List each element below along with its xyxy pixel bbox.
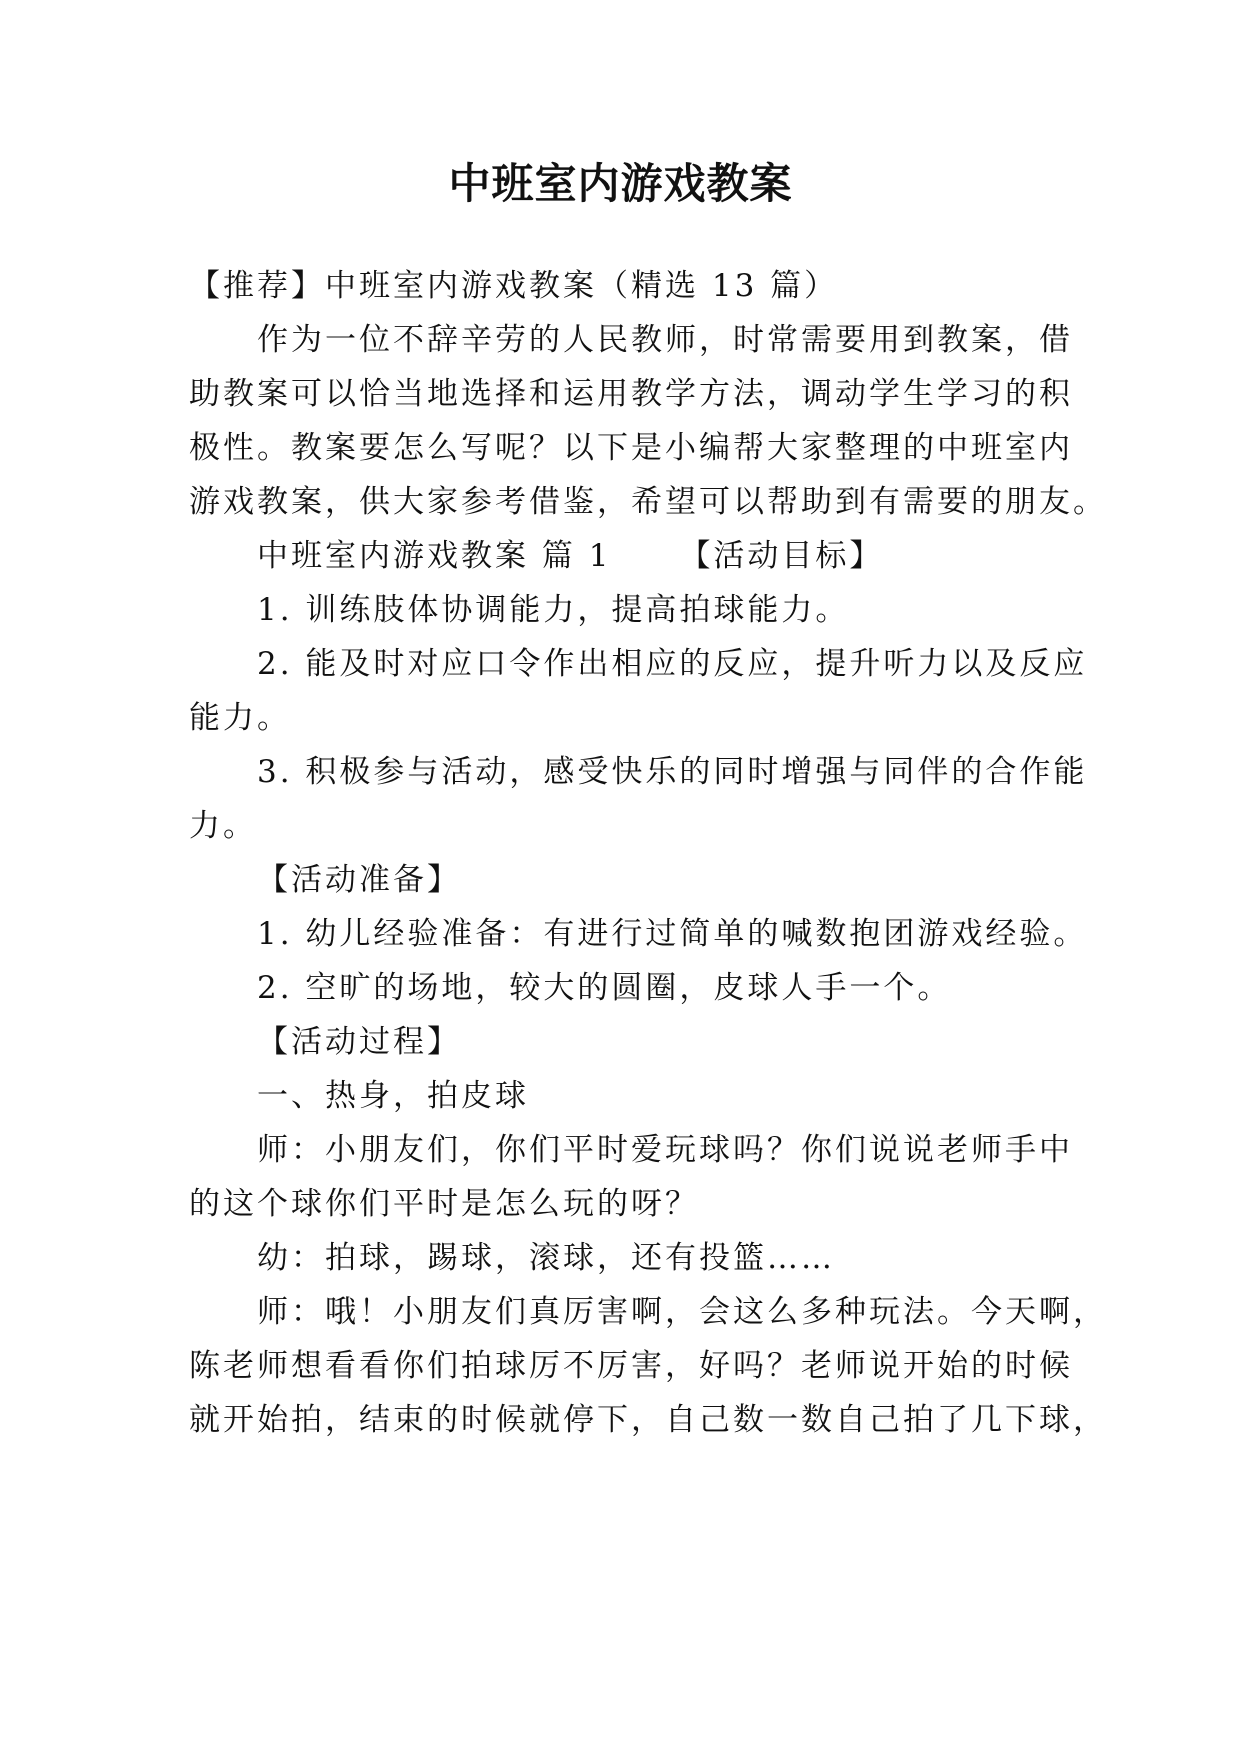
intro-paragraph-line: 作为一位不辞辛劳的人民教师，时常需要用到教案，借 — [257, 322, 1073, 358]
dialogue-line: 师：小朋友们，你们平时爱玩球吗？你们说说老师手中 — [257, 1132, 1073, 1168]
document-title: 中班室内游戏教案 — [448, 159, 793, 208]
dialogue-line-continuation: 的这个球你们平时是怎么玩的呀？ — [189, 1186, 699, 1222]
goal-item: 3. 积极参与活动，感受快乐的同时增强与同伴的合作能 — [257, 754, 1088, 790]
goal-item: 1. 训练肢体协调能力，提高拍球能力。 — [257, 592, 850, 628]
section-title: 中班室内游戏教案 篇 1 — [257, 538, 612, 574]
dialogue-line: 师：哦！小朋友们真厉害啊，会这么多种玩法。今天啊， — [257, 1294, 1107, 1330]
activity-goal-heading: 【活动目标】 — [679, 538, 884, 574]
activity-prep-heading: 【活动准备】 — [257, 862, 461, 898]
process-step-heading: 一、热身，拍皮球 — [257, 1078, 529, 1114]
prep-item: 2. 空旷的场地，较大的圆圈，皮球人手一个。 — [257, 970, 952, 1006]
goal-item-continuation: 能力。 — [189, 700, 291, 736]
recommend-line: 【推荐】中班室内游戏教案（精选 13 篇） — [189, 268, 839, 304]
goal-item-continuation: 力。 — [189, 808, 257, 844]
dialogue-line: 幼：拍球，踢球，滚球，还有投篮…… — [257, 1240, 835, 1276]
dialogue-line-continuation: 就开始拍，结束的时候就停下，自己数一数自己拍了几下球， — [189, 1402, 1107, 1438]
activity-process-heading: 【活动过程】 — [257, 1024, 461, 1060]
intro-paragraph-line: 极性。教案要怎么写呢？以下是小编帮大家整理的中班室内 — [189, 430, 1073, 466]
intro-paragraph-line: 助教案可以恰当地选择和运用教学方法，调动学生学习的积 — [189, 376, 1073, 412]
section-heading-line — [257, 534, 883, 578]
goal-item: 2. 能及时对应口令作出相应的反应，提升听力以及反应 — [257, 646, 1088, 682]
intro-paragraph-line: 游戏教案，供大家参考借鉴，希望可以帮助到有需要的朋友。 — [189, 484, 1107, 520]
dialogue-line-continuation: 陈老师想看看你们拍球厉不厉害，好吗？老师说开始的时候 — [189, 1348, 1073, 1384]
prep-item: 1. 幼儿经验准备：有进行过简单的喊数抱团游戏经验。 — [257, 916, 1088, 952]
